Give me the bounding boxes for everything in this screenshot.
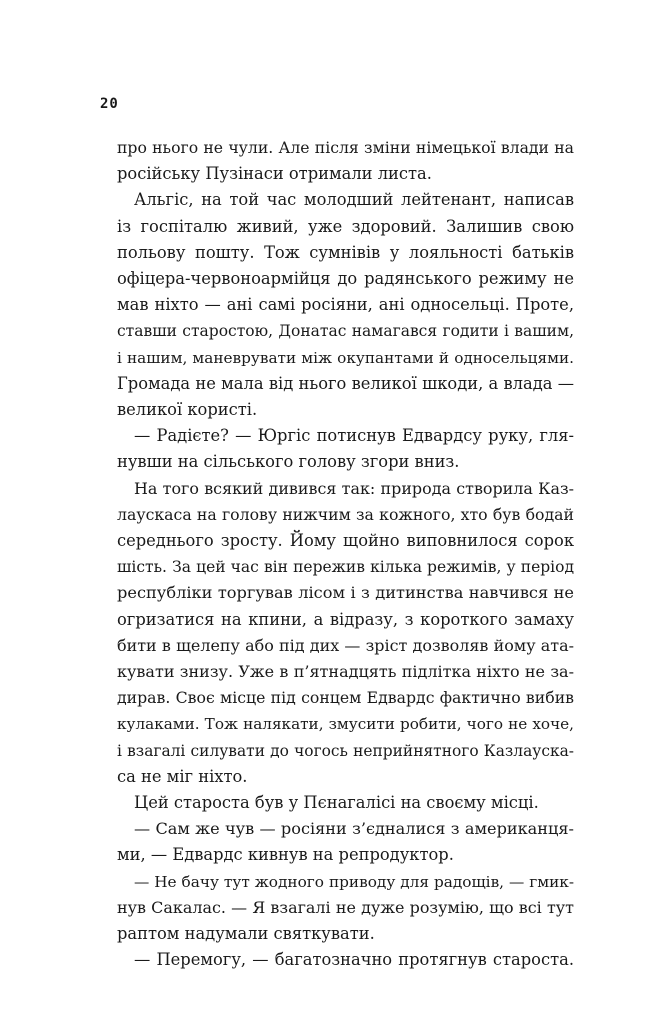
text-line: — Перемогу, — багатозначно протягнув староста. bbox=[134, 950, 574, 970]
text-line: і нашим, маневрувати між окупантами й односельцями. bbox=[117, 348, 574, 367]
text-line: ми, — Едвардс кивнув на репродуктор. bbox=[117, 845, 454, 865]
text-line: середнього зросту. Йому щойно виповнилося сорок bbox=[117, 531, 574, 551]
text-line: дирав. Своє місце під сонцем Едвардс фактично вибив bbox=[117, 688, 574, 708]
text-line: шість. За цей час він пережив кілька режимів, у період bbox=[117, 558, 574, 577]
text-line: офіцера-червоноармійця до радянського режиму не bbox=[117, 269, 574, 289]
page-number: 20 bbox=[100, 96, 119, 112]
text-line: великої користі. bbox=[117, 400, 258, 420]
text-line: ставши старостою, Донатас намагався годити і вашим, bbox=[117, 322, 574, 341]
text-line: із госпіталю живий, уже здоровий. Залишив свою bbox=[117, 216, 574, 236]
text-line: російську Пузінаси отримали листа. bbox=[117, 164, 432, 184]
text-line: кулаками. Тож налякати, змусити робити, чого не хоче, bbox=[117, 715, 574, 734]
text-line: кувати знизу. Уже в п’ятнадцять підлітка ніхто не за- bbox=[117, 662, 574, 682]
text-line: польову пошту. Тож сумнівів у лояльності батьків bbox=[117, 242, 574, 262]
text-line: лаускаса на голову нижчим за кожного, хто був бодай bbox=[117, 504, 574, 524]
text-line: про нього не чули. Але після зміни німецької влади на bbox=[117, 138, 574, 157]
body-text bbox=[117, 135, 574, 974]
text-line: огризатися на кпини, а відразу, з короткого замаху bbox=[117, 609, 574, 629]
text-line: раптом надумали святкувати. bbox=[117, 924, 375, 944]
text-line: Громада не мала від нього великої шкоди, а влада — bbox=[117, 373, 574, 393]
text-line: нувши на сільського голову згори вниз. bbox=[117, 452, 460, 472]
text-line: і взагалі силувати до чогось неприйнятного Казлауска- bbox=[117, 741, 574, 760]
text-line: мав ніхто — ані самі росіяни, ані односельці. Проте, bbox=[117, 295, 574, 315]
text-line: — Не бачу тут жодного приводу для радощів, — гмик- bbox=[134, 872, 574, 891]
text-line: — Радієте? — Юргіс потиснув Едвардсу руку, гля- bbox=[134, 426, 574, 446]
text-line: Цей староста був у Пєнагалісі на своєму місці. bbox=[134, 793, 539, 813]
text-line: нув Сакалас. — Я взагалі не дуже розумію, що всі тут bbox=[117, 897, 574, 917]
text-line: са не міг ніхто. bbox=[117, 766, 248, 786]
text-line: Альгіс, на той час молодший лейтенант, написав bbox=[134, 190, 574, 210]
text-line: На того всякий дивився так: природа створила Каз- bbox=[134, 478, 574, 498]
text-line: бити в щелепу або під дих — зріст дозволяв йому ата- bbox=[117, 635, 574, 655]
text-line: — Сам же чув — росіяни з’єдналися з американця- bbox=[134, 819, 574, 839]
text-line: республіки торгував лісом і з дитинства навчився не bbox=[117, 583, 574, 603]
